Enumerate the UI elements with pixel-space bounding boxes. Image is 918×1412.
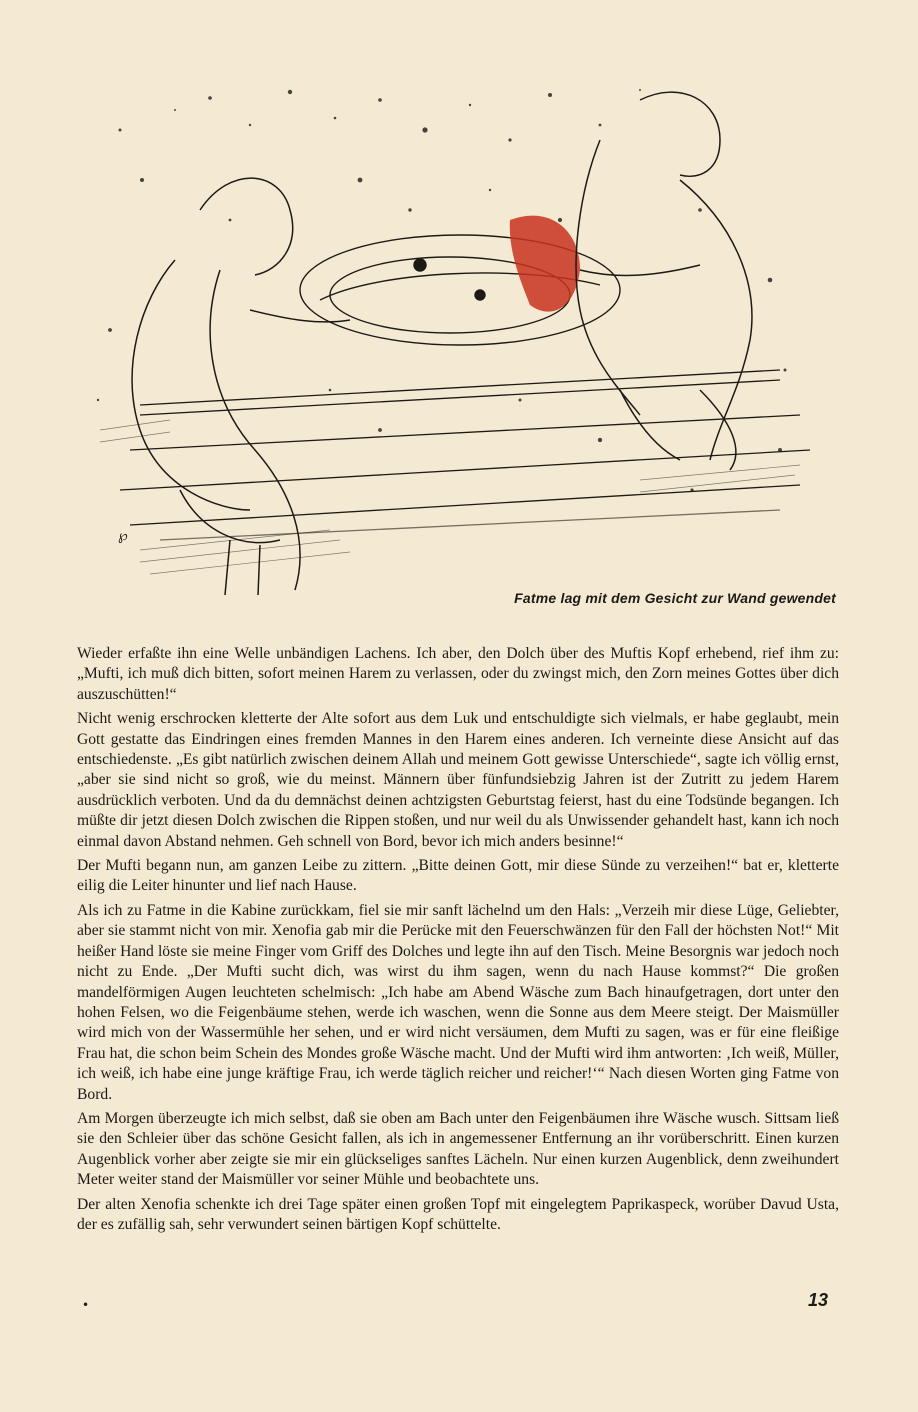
ink-illustration — [80, 70, 840, 610]
paragraph: Wieder erfaßte ihn eine Welle unbändigen Lachens. Ich aber, den Dolch über des Muftis Kopf erhebend, rief ihm zu: „Mufti, ich muß dich bitten, sofort meinen Harem zu verlassen, oder du zwingst mich, den Zorn meines Gottes über dich auszuschütten!“ — [77, 645, 839, 703]
bench — [120, 370, 810, 540]
artist-signature: ℘ — [118, 528, 128, 544]
paragraph: Als ich zu Fatme in die Kabine zurückkam, fiel sie mir sanft lächelnd um den Hals: „Verzeih mir diese Lüge, Geliebter, aber sie stammt nicht von mir. Xenofia gab mir die Perücke mit den Feuerschwänzen für den Fall der höchsten Not!“ Mit heißer Hand löste sie meine Finger vom Griff des Dolches und legte ihn auf den Tisch. Meine Besorgnis war jedoch noch nicht zu Ende. „Der Mufti sucht dich, was wirst du ihm sagen, wenn du nach Hause kommst?“ Die großen mandelförmigen Augen leuchteten schelmisch: „Ich habe am Abend Wäsche zum Bach hinaufgetragen, dort unter den hohen Felsen, wo die Feigenbäume stehen, werde ich waschen, wenn die Sonne aus dem Meere steigt. Der Maismüller wird mich von der Wassermühle her sehen, und er wird nicht versäumen, dem Mufti zu sagen, was er für eine fleißige Frau hat, die schon beim Schein des Mondes große Wäsche macht. Und der Mufti wird ihm antworten: ‚Ich weiß, Müller, ich weiß, ich habe eine junge kräftige Frau, ich werde täglich reicher und reicher!‘“ Nach diesen Worten ging Fatme von Bord. — [77, 901, 839, 1103]
seated-man-right — [576, 92, 752, 470]
ink-splatter — [97, 89, 787, 492]
paragraph: Am Morgen überzeugte ich mich selbst, daß sie oben am Bach unter den Feigenbäumen ihre Wäsche wusch. Sittsam ließ sie den Schleier über das schöne Gesicht fallen, als ich in angemessener Entfernung an ihr vorüberschritt. Einen kurzen Augenblick vorher aber zeigte sie mir ein glückseliges sanftes Lächeln. Nur einen kurzen Augenblick, denn zweihundert Meter weiter stand der Maismüller vor seiner Mühle und beobachtete uns. — [77, 1109, 839, 1189]
red-wig — [510, 216, 580, 312]
illustration-caption: Fatme lag mit dem Gesicht zur Wand gewendet — [514, 590, 836, 606]
page-number: 13 — [807, 1290, 828, 1310]
hatching — [100, 420, 800, 574]
paragraph: Der alten Xenofia schenkte ich drei Tage später einen großen Topf mit eingelegtem Paprikaspeck, worüber Davud Usta, der es zufällig sah, sehr verwundert seinen bärtigen Kopf schüttelte. — [77, 1195, 839, 1233]
paragraph: Der Mufti begann nun, am ganzen Leibe zu zittern. „Bitte deinen Gott, mir diese Sünde zu verzeihen!“ bat er, kletterte eilig die Leiter hinunter und lief nach Hause. — [77, 857, 839, 895]
bullet-mark: • — [82, 1298, 90, 1312]
body-text — [77, 644, 839, 1239]
paragraph: Nicht wenig erschrocken kletterte der Alte sofort aus dem Luk und entschuldigte sich vielmals, er habe geglaubt, mein Gott gestatte das Eindringen eines fremden Mannes in den Harem eines anderen. Ich verneinte diese Ansicht auf das entschiedenste. „Es gibt natürlich zwischen deinem Allah und meinem Gott gewisse Unterschiede“, sagte ich völlig ernst, „aber sie sind nicht so groß, wie du meinst. Männern über fünfundsiebzig Jahren ist der Zutritt zu jedem Harem ausdrücklich verboten. Und da du demnächst deinen achtzigsten Geburtstag feierst, hast du eine Todsünde begangen. Ich müßte dir jetzt diesen Dolch zwischen die Rippen stoßen, und nur weil du als Unwissender gehandelt hast, kann ich noch einmal davon Abstand nehmen. Geh schnell von Bord, bevor ich mich anders besinne!“ — [77, 710, 839, 850]
